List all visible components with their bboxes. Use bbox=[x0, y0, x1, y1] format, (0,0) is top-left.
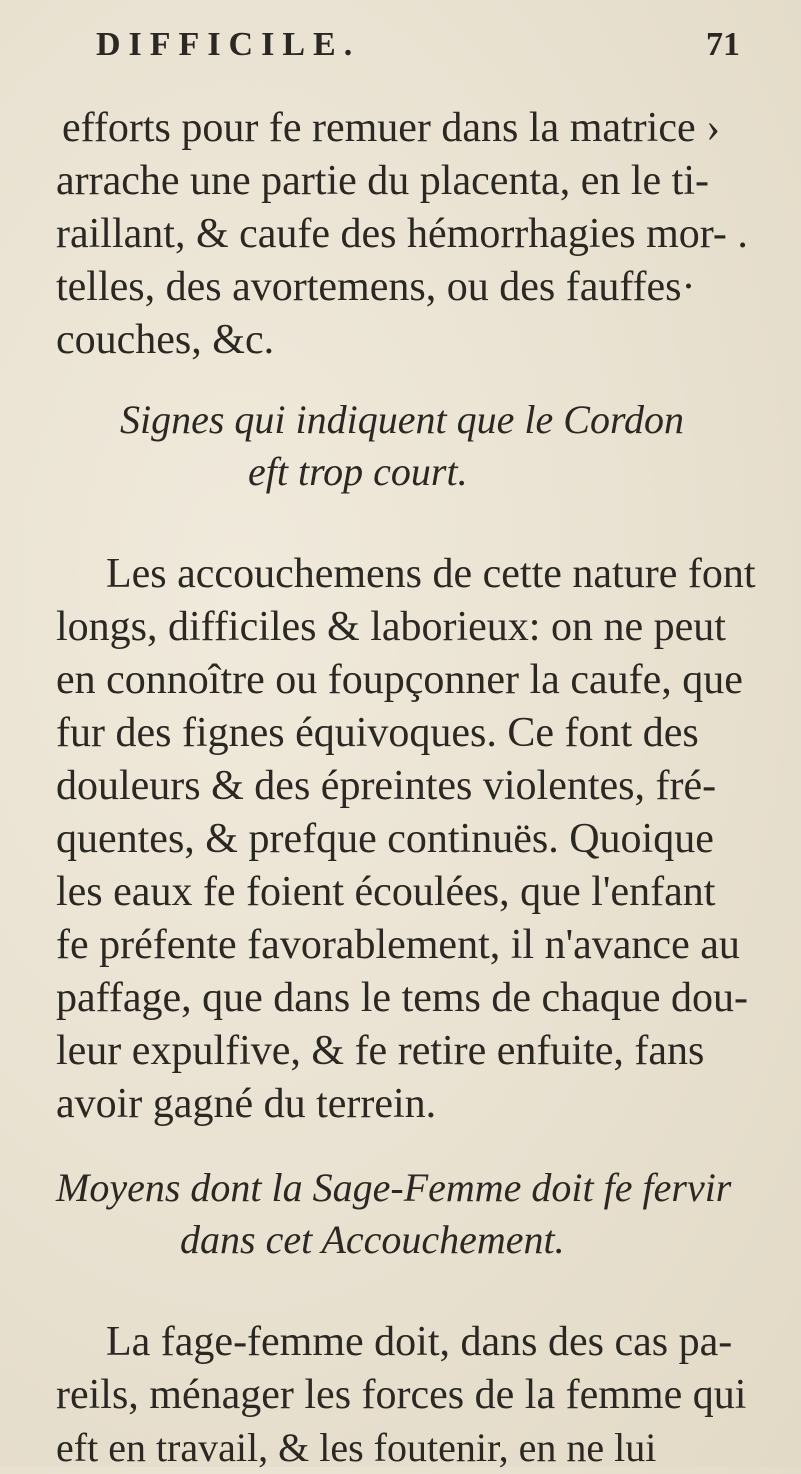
text-line: longs, difficiles & laborieux: on ne peut bbox=[56, 604, 726, 650]
text-line: telles, des avortemens, ou des fauffes· bbox=[56, 264, 696, 310]
text-line: reils, ménager les forces de la femme qui bbox=[56, 1372, 747, 1418]
text-line: en connoître ou foupçonner la caufe, que bbox=[56, 657, 743, 703]
section-heading: eft trop court. bbox=[248, 449, 468, 494]
text-line: raillant, & caufe des hémorrhagies mor- . bbox=[56, 211, 748, 257]
text-line: La fage-femme doit, dans des cas pa- bbox=[106, 1319, 733, 1365]
text-line: les eaux fe foient écoulées, que l'enfant bbox=[56, 869, 716, 915]
text-line: leur expulfive, & fe retire enfuite, fans bbox=[56, 1028, 705, 1074]
section-heading: dans cet Accouchement. bbox=[180, 1217, 565, 1262]
text-line: efforts pour fe remuer dans la matrice › bbox=[62, 105, 721, 151]
text-line: eft en travail, & les foutenir, en ne lui bbox=[56, 1425, 657, 1470]
page-header bbox=[0, 22, 801, 72]
text-line: arrache une partie du placenta, en le ti- bbox=[56, 158, 709, 204]
text-line: fe préfente favorablement, il n'avance au bbox=[56, 922, 740, 968]
page-number: 71 bbox=[706, 26, 740, 63]
section-heading: Moyens dont la Sage-Femme doit fe fervir bbox=[56, 1165, 732, 1210]
text-line: couches, &c. bbox=[56, 317, 275, 363]
text-line: quentes, & prefque continuës. Quoique bbox=[56, 816, 714, 862]
text-line: avoir gagné du terrein. bbox=[56, 1081, 437, 1127]
running-head: DIFFICILE. bbox=[96, 26, 361, 63]
text-line: douleurs & des épreintes violentes, fré- bbox=[56, 763, 717, 809]
section-heading: Signes qui indiquent que le Cordon bbox=[120, 397, 685, 442]
text-line: Les accouchemens de cette nature font bbox=[106, 551, 756, 597]
text-line: paffage, que dans le tems de chaque dou- bbox=[56, 975, 748, 1021]
text-line: fur des fignes équivoques. Ce font des bbox=[56, 710, 699, 756]
